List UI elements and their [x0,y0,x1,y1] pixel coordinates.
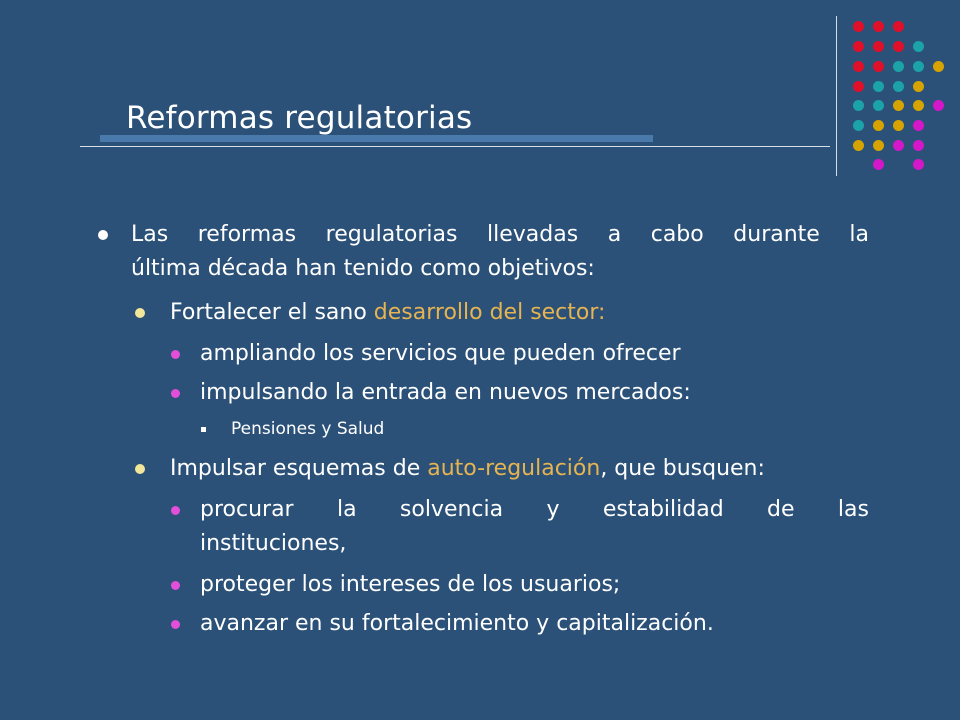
decorative-dot [873,100,884,111]
bullet-level3 [171,620,180,629]
l1-line1-word: reformas [197,222,297,247]
l1-line1-word: durante [733,222,820,247]
decorative-dot [873,61,884,72]
decorative-dot [873,41,884,52]
l3c-line1-word: las [837,497,869,522]
decorative-dot [893,61,904,72]
decorative-dot [913,159,924,170]
bullet-level3 [171,350,180,359]
l2b-prefix: Impulsar esquemas de [170,456,428,481]
l3c-line1-word: procurar [200,497,294,522]
l1-line1-word: Las [131,222,169,247]
decorative-dot [893,21,904,32]
decorative-dot [913,61,924,72]
bullet-l1-line1 [131,218,869,252]
l3c-line1-word: y [546,497,560,522]
decorative-dot [853,140,864,151]
bullet-l3-ampliando: ampliando los servicios que pueden ofrecer [200,341,681,366]
decorative-dot [853,120,864,131]
decorative-dot [933,61,944,72]
bullet-l4-pensiones: Pensiones y Salud [231,419,385,439]
decorative-dot [913,120,924,131]
decorative-dot [893,41,904,52]
decorative-dot [873,159,884,170]
bullet-level4 [201,427,206,432]
l1-line1-word: llevadas [486,222,579,247]
bullet-l1-line2: última década han tenido como objetivos: [131,256,595,281]
title-underline-bar [100,135,653,142]
l2b-highlight: auto-regulación [427,456,601,481]
l1-line1-word: regulatorias [325,222,458,247]
vertical-divider [836,16,837,176]
decorative-dot [873,21,884,32]
l2a-highlight: desarrollo del sector: [373,300,606,325]
l1-line1-word: la [849,222,869,247]
decorative-dot [913,100,924,111]
decorative-dot [893,100,904,111]
l2b-suffix: , que busquen: [600,456,765,481]
bullet-l3-impulsando: impulsando la entrada en nuevos mercados: [200,380,691,405]
decorative-dot [893,81,904,92]
bullet-l2-impulsar [170,452,765,486]
decorative-dot [933,100,944,111]
l3c-line1-word: de [767,497,795,522]
bullet-l3-procurar-line1 [200,493,869,527]
bullet-l2-fortalecer [170,296,605,330]
l2a-prefix: Fortalecer el sano [170,300,374,325]
decorative-dot [853,81,864,92]
decorative-dot [853,100,864,111]
l3c-line1-word: estabilidad [602,497,724,522]
bullet-l3-avanzar: avanzar en su fortalecimiento y capitalización. [200,611,714,636]
bullet-level3 [171,581,180,590]
bullet-level1 [98,230,108,240]
decorative-dot [853,21,864,32]
l3c-line1-word: la [336,497,357,522]
bullet-level2 [135,464,145,474]
decorative-dot [913,41,924,52]
decorative-dot [913,140,924,151]
title-rule [80,146,830,147]
decorative-dot [853,61,864,72]
decorative-dot [893,120,904,131]
decorative-dot [853,41,864,52]
bullet-l3-procurar-line2: instituciones, [200,531,347,556]
decorative-dot [913,81,924,92]
l1-line1-word: cabo [650,222,704,247]
decorative-dot [873,140,884,151]
decorative-dot [893,140,904,151]
l3c-line1-word: solvencia [399,497,504,522]
bullet-level3 [171,389,180,398]
bullet-level2 [135,308,145,318]
bullet-level3 [171,506,180,515]
decorative-dot [873,120,884,131]
bullet-l3-proteger: proteger los intereses de los usuarios; [200,572,621,597]
slide-title: Reformas regulatorias [126,100,473,136]
l1-line1-word: a [607,222,622,247]
decorative-dot [873,81,884,92]
